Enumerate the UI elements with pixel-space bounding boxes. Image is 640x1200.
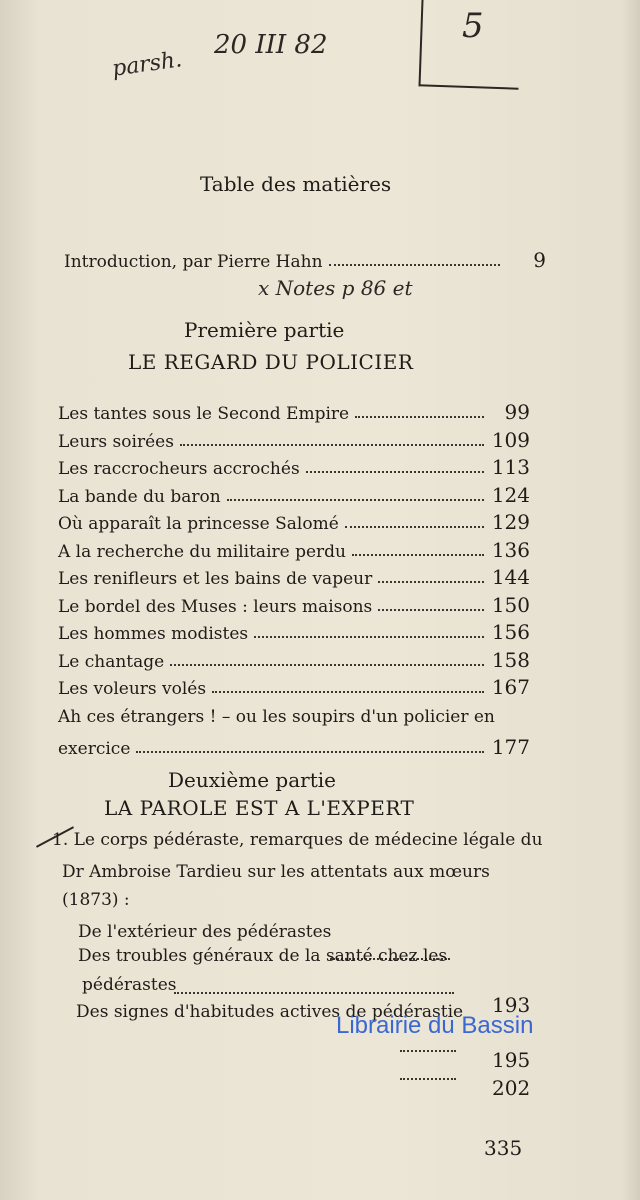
dot-leader [227, 499, 484, 501]
dot-leader [352, 554, 484, 556]
part2-item1-line2: Dr Ambroise Tardieu sur les attentats aux mœurs [62, 862, 490, 882]
entry-label: La bande du baron [58, 487, 221, 507]
entry-page: 129 [491, 510, 530, 534]
subentry-label: Des troubles généraux de la santé chez les [78, 946, 448, 966]
entry-label: Introduction, par Pierre Hahn [64, 252, 323, 272]
subentry-label: De l'extérieur des pédérastes [78, 922, 332, 942]
toc-entry [58, 593, 530, 617]
toc-entry [58, 703, 530, 727]
entry-page: 156 [491, 620, 530, 644]
entry-label: Les tantes sous le Second Empire [58, 404, 350, 424]
dot-leader [378, 609, 484, 611]
dot-leader [345, 526, 484, 528]
dot-leader [400, 1050, 456, 1052]
handwritten-note: parsh. [110, 47, 184, 82]
toc-entry [58, 455, 530, 479]
dot-leader [180, 444, 484, 446]
dot-leader [306, 471, 484, 473]
entry-label: A la recherche du militaire perdu [58, 542, 346, 562]
toc-entry [58, 400, 530, 424]
entry-page: 136 [491, 538, 530, 562]
handwritten-box-mark: 5 [462, 6, 484, 46]
dot-leader [174, 992, 454, 994]
dot-leader [254, 636, 484, 638]
page-title: Table des matières [200, 172, 392, 196]
part2-title: LA PAROLE EST A L'EXPERT [104, 796, 415, 820]
subentry-label: pédérastes [82, 975, 177, 995]
entry-label: Ah ces étrangers ! – ou les soupirs d'un policier en [58, 707, 495, 727]
entry-label: exercice [58, 739, 131, 759]
toc-entry [58, 510, 530, 534]
toc-entry [58, 735, 530, 759]
dot-leader [355, 416, 484, 418]
page-edge-shadow [622, 0, 640, 1200]
dot-leader [400, 1078, 456, 1080]
entry-page: 99 [504, 400, 530, 424]
subentry-page: 202 [492, 1076, 531, 1100]
watermark-text: Librairie du Bassin [336, 1012, 534, 1039]
handwritten-page-note: x Notes p 86 et [258, 276, 413, 300]
dot-leader [170, 664, 484, 666]
toc-entry [58, 648, 530, 672]
entry-label: Les voleurs volés [58, 679, 207, 699]
toc-entry [58, 675, 530, 699]
part2-item1-line1: 1. Le corps pédéraste, remarques de médecine légale du [52, 830, 543, 850]
toc-entry [58, 565, 530, 589]
handwritten-date: 20 III 82 [214, 30, 328, 60]
entry-page: 124 [491, 483, 530, 507]
entry-page: 144 [491, 565, 530, 589]
subentry-page: 193 [492, 993, 531, 1017]
entry-label: Leurs soirées [58, 432, 174, 452]
entry-label: Les renifleurs et les bains de vapeur [58, 569, 373, 589]
entry-page: 109 [491, 428, 530, 452]
entry-page: 150 [491, 593, 530, 617]
toc-entry [58, 428, 530, 452]
toc-entry [58, 538, 530, 562]
entry-label: Les hommes modistes [58, 624, 249, 644]
subentry-label: Des signes d'habitudes actives de pédérastie [76, 1002, 464, 1022]
entry-label: Le chantage [58, 652, 165, 672]
entry-page: 9 [533, 248, 546, 272]
part1-title: LE REGARD DU POLICIER [128, 350, 414, 374]
toc-entry [58, 483, 530, 507]
part1-heading: Première partie [184, 318, 345, 342]
entry-label: Le bordel des Muses : leurs maisons [58, 597, 373, 617]
part2-heading: Deuxième partie [168, 768, 336, 792]
dot-leader [329, 264, 500, 266]
toc-entry [58, 620, 530, 644]
toc-entry-introduction [64, 248, 546, 272]
entry-page: 158 [491, 648, 530, 672]
entry-page: 167 [491, 675, 530, 699]
subentry-page: 195 [492, 1048, 531, 1072]
dot-leader [136, 751, 484, 753]
entry-label: Où apparaît la princesse Salomé [58, 514, 339, 534]
dot-leader [378, 581, 484, 583]
dot-leader [212, 691, 484, 693]
entry-page: 177 [491, 735, 530, 759]
entry-label: Les raccrocheurs accrochés [58, 459, 300, 479]
part2-item1-line3: (1873) : [62, 890, 130, 910]
entry-page: 113 [491, 455, 530, 479]
page-number: 335 [484, 1136, 523, 1160]
